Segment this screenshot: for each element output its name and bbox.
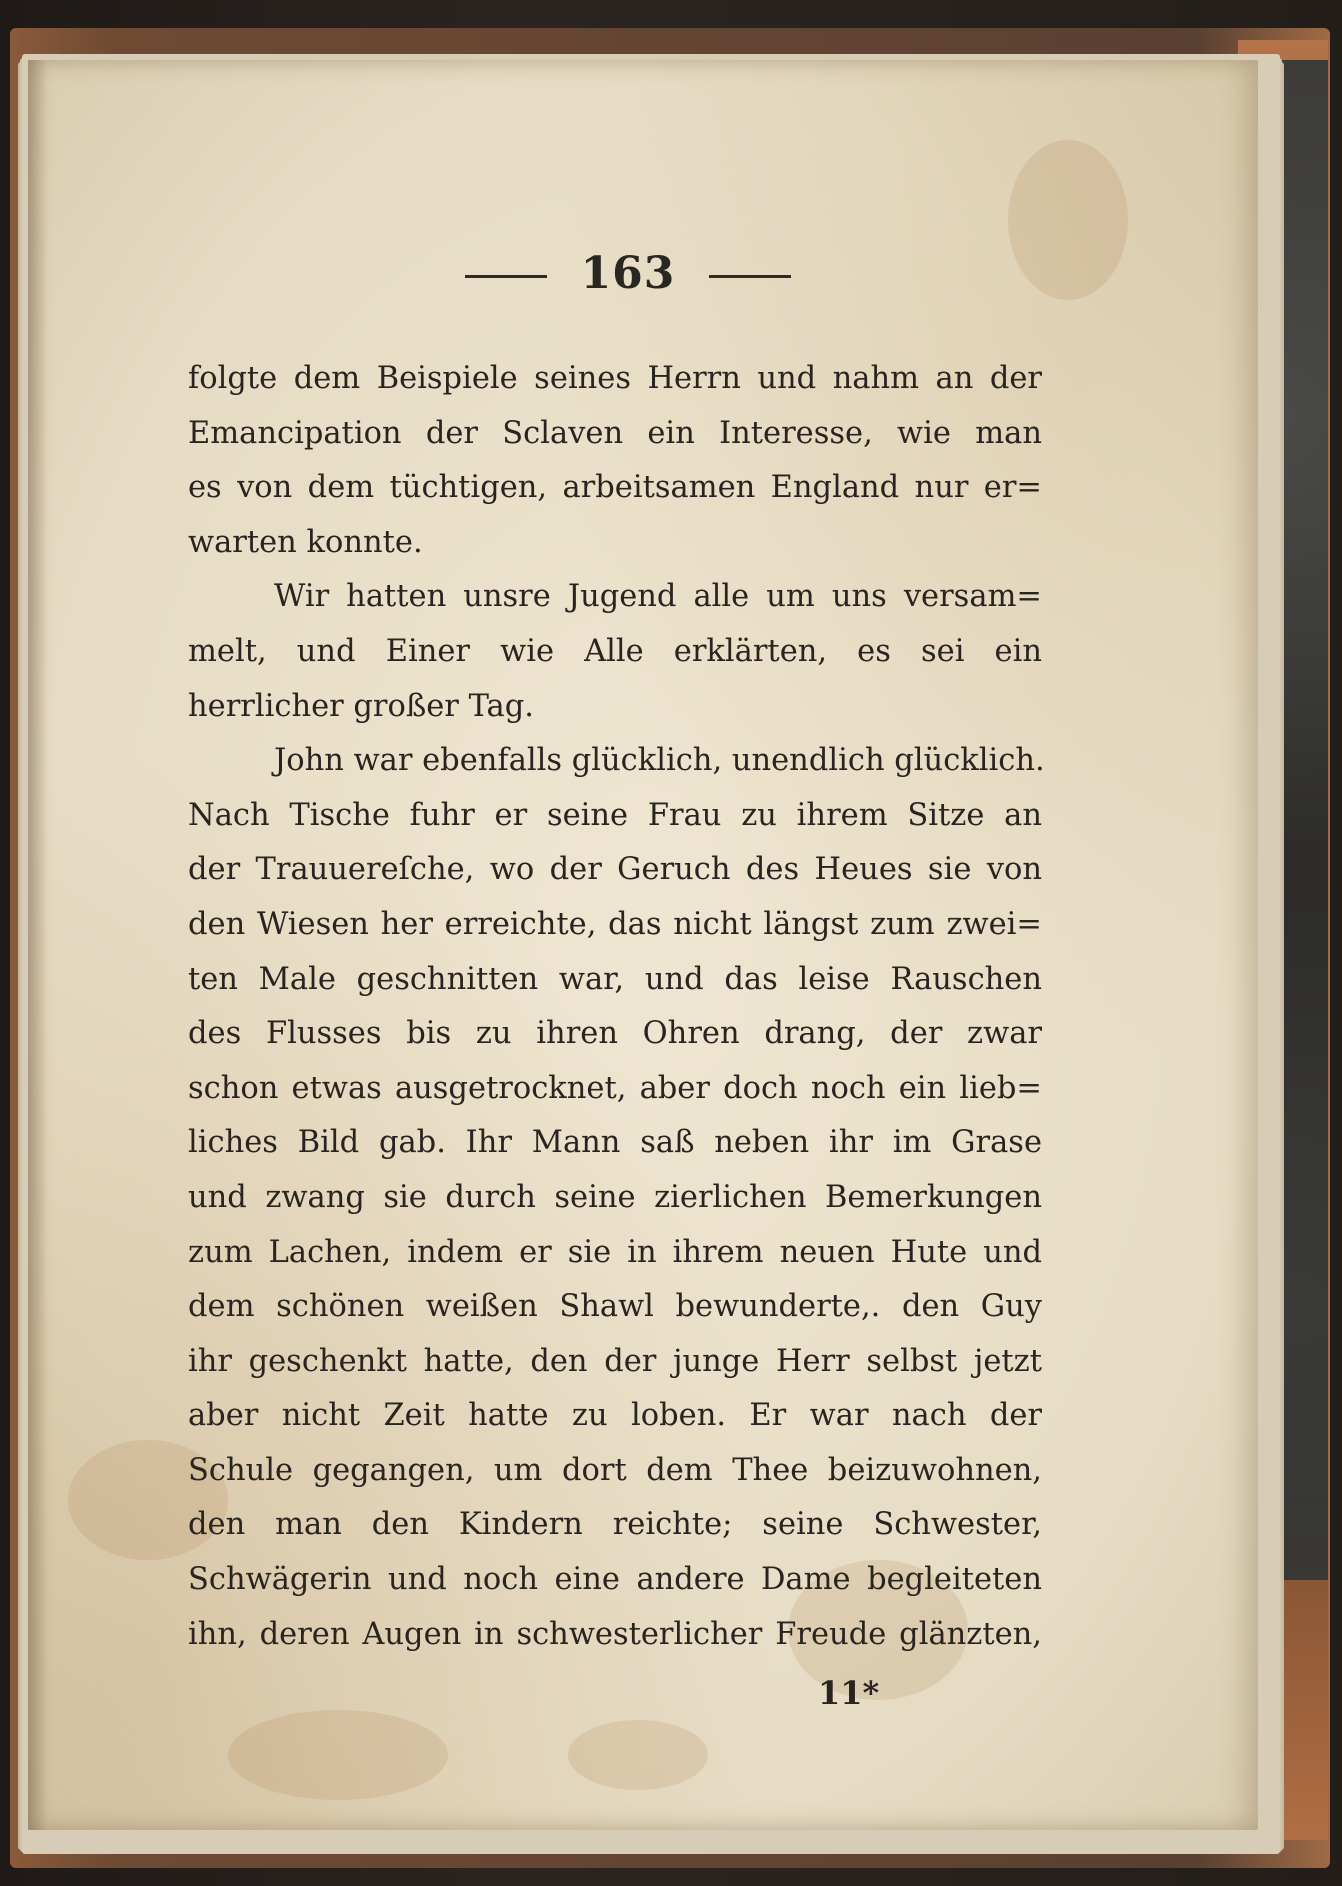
book-page <box>28 60 1258 1830</box>
text-line: Nach Tische fuhr er seine Frau zu ihrem Sitze an <box>188 797 1042 833</box>
text-line: Schwägerin und noch eine andere Dame begleiteten <box>188 1562 1042 1598</box>
text-line: ihn, deren Augen in schwesterlicher Freude glänzten, <box>188 1616 1042 1652</box>
text-line: des Flusses bis zu ihren Ohren drang, der zwar <box>188 1016 1042 1052</box>
text-line: dem schönen weißen Shawl bewunderte,. den Guy <box>188 1289 1042 1325</box>
paragraph <box>188 352 1042 570</box>
signature-mark: 11* <box>818 1674 880 1712</box>
body-text <box>188 352 1045 1662</box>
paragraph <box>188 734 1045 1662</box>
text-line: Schule gegangen, um dort dem Thee beizuwohnen, <box>188 1452 1042 1488</box>
text-line: ihr geschenkt hatte, den der junge Herr selbst jetzt <box>188 1343 1042 1379</box>
page-number: 163 <box>580 248 676 299</box>
page-header <box>28 248 1228 299</box>
text-line: zum Lachen, indem er sie in ihrem neuen Hute und <box>188 1234 1042 1270</box>
text-line: liches Bild gab. Ihr Mann saß neben ihr im Grase <box>188 1125 1042 1161</box>
text-line: Emancipation der Sclaven ein Interesse, wie man <box>188 415 1042 451</box>
page-gutter-shadow <box>28 60 48 1830</box>
text-line: aber nicht Zeit hatte zu loben. Er war nach der <box>188 1398 1042 1434</box>
text-line: John war ebenfalls glücklich, unendlich glücklich. <box>274 743 1045 779</box>
foxing-stain <box>568 1720 708 1790</box>
text-line: ten Male geschnitten war, und das leise Rauschen <box>188 961 1042 997</box>
text-line: es von dem tüchtigen, arbeitsamen England nur er= <box>188 470 1042 506</box>
foxing-stain <box>228 1710 448 1800</box>
header-rule-right <box>709 275 791 278</box>
text-line: Wir hatten unsre Jugend alle um uns versam= <box>274 579 1042 615</box>
text-line: melt, und Einer wie Alle erklärten, es sei ein <box>188 633 1042 669</box>
text-line: den man den Kindern reichte; seine Schwester, <box>188 1507 1042 1543</box>
text-line: den Wiesen her erreichte, das nicht längst zum zwei= <box>188 906 1042 942</box>
text-line: warten konnte. <box>188 524 423 560</box>
text-line: schon etwas ausgetrocknet, aber doch noch ein lieb= <box>188 1070 1042 1106</box>
header-rule-left <box>465 275 547 278</box>
text-line: herrlicher großer Tag. <box>188 688 534 724</box>
text-line: und zwang sie durch seine zierlichen Bemerkungen <box>188 1179 1042 1215</box>
paragraph <box>188 570 1042 734</box>
text-line: der Trauuereſche, wo der Geruch des Heues sie von <box>188 852 1042 888</box>
text-line: folgte dem Beispiele seines Herrn und nahm an der <box>188 361 1042 396</box>
